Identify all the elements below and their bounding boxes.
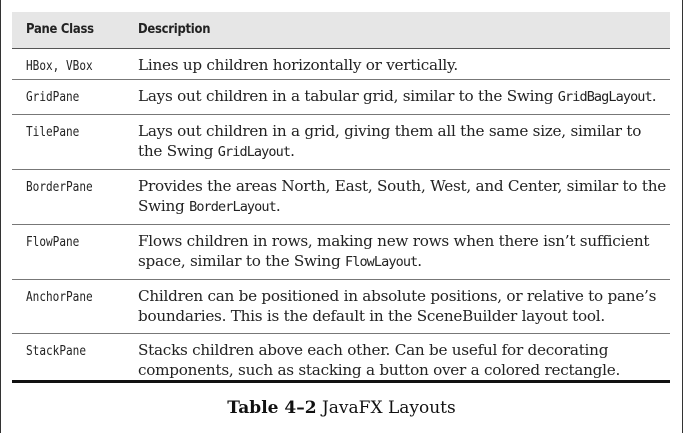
description-text: Lays out children in a tabular grid, similar to the Swing: [138, 87, 558, 105]
description-line: [138, 121, 668, 141]
description-text: Flows children in rows, making new rows when there isn’t sufficient: [138, 232, 650, 250]
caption-label: Table 4–2: [227, 398, 317, 418]
description-text: the Swing: [138, 142, 218, 160]
description-text: Provides the areas North, East, South, West, and Center, similar to the: [138, 177, 666, 195]
pane-class-cell: FlowPane: [26, 234, 80, 250]
pane-class-cell: HBox, VBox: [26, 58, 93, 74]
description-text: space, similar to the Swing: [138, 252, 345, 270]
pane-class-cell: GridPane: [26, 89, 80, 105]
description-line: [138, 251, 668, 272]
header-pane-class: Pane Class: [26, 21, 94, 37]
description-line: [138, 231, 668, 251]
description-line: [138, 286, 668, 306]
table-row: [12, 80, 670, 115]
caption-title: JavaFX Layouts: [321, 398, 456, 418]
description-tail: .: [275, 197, 281, 215]
description-line: [138, 306, 668, 326]
description-tail: .: [290, 142, 295, 160]
description-tail: .: [417, 252, 422, 270]
pane-class-cell: StackPane: [26, 343, 86, 359]
description-line: [138, 360, 668, 380]
table-bottom-rule: [12, 380, 670, 383]
table-row: [12, 49, 670, 80]
table-row: [12, 280, 670, 334]
description-text: Lays out children in a grid, giving them all the same size, similar to: [138, 122, 642, 140]
table-body: [12, 49, 670, 387]
description-cell: [138, 340, 668, 380]
description-text: Stacks children above each other. Can be useful for decorating: [138, 341, 609, 359]
header-description: Description: [138, 21, 211, 37]
code-class-name: GridLayout: [217, 144, 291, 160]
description-cell: [138, 55, 668, 75]
layouts-table: [12, 12, 670, 387]
pane-class-cell: BorderPane: [26, 179, 93, 195]
description-text: Children can be positioned in absolute positions, or relative to pane’s: [138, 287, 657, 305]
description-cell: [138, 286, 668, 326]
description-line: [138, 340, 668, 360]
pane-class-cell: TilePane: [26, 124, 80, 140]
description-cell: [138, 86, 668, 107]
code-class-name: FlowLayout: [345, 254, 418, 270]
table-row: [12, 225, 670, 280]
table-caption: [0, 398, 683, 418]
description-line: [138, 86, 668, 107]
description-text: boundaries. This is the default in the SceneBuilder layout tool.: [138, 307, 605, 325]
pane-class-cell: AnchorPane: [26, 289, 93, 305]
description-line: [138, 141, 668, 162]
description-line: [138, 176, 668, 196]
description-text: components, such as stacking a button over a colored rectangle.: [138, 361, 621, 379]
table-row: [12, 115, 670, 170]
table-header: [12, 12, 670, 49]
description-cell: [138, 176, 668, 217]
description-line: [138, 55, 668, 75]
description-tail: .: [651, 87, 657, 105]
code-class-name: GridBagLayout: [557, 89, 652, 105]
description-line: [138, 196, 668, 217]
description-cell: [138, 121, 668, 162]
description-text: Lines up children horizontally or vertically.: [138, 56, 458, 74]
description-cell: [138, 231, 668, 272]
code-class-name: BorderLayout: [189, 199, 276, 215]
description-text: Swing: [138, 197, 190, 215]
table-row: [12, 170, 670, 225]
